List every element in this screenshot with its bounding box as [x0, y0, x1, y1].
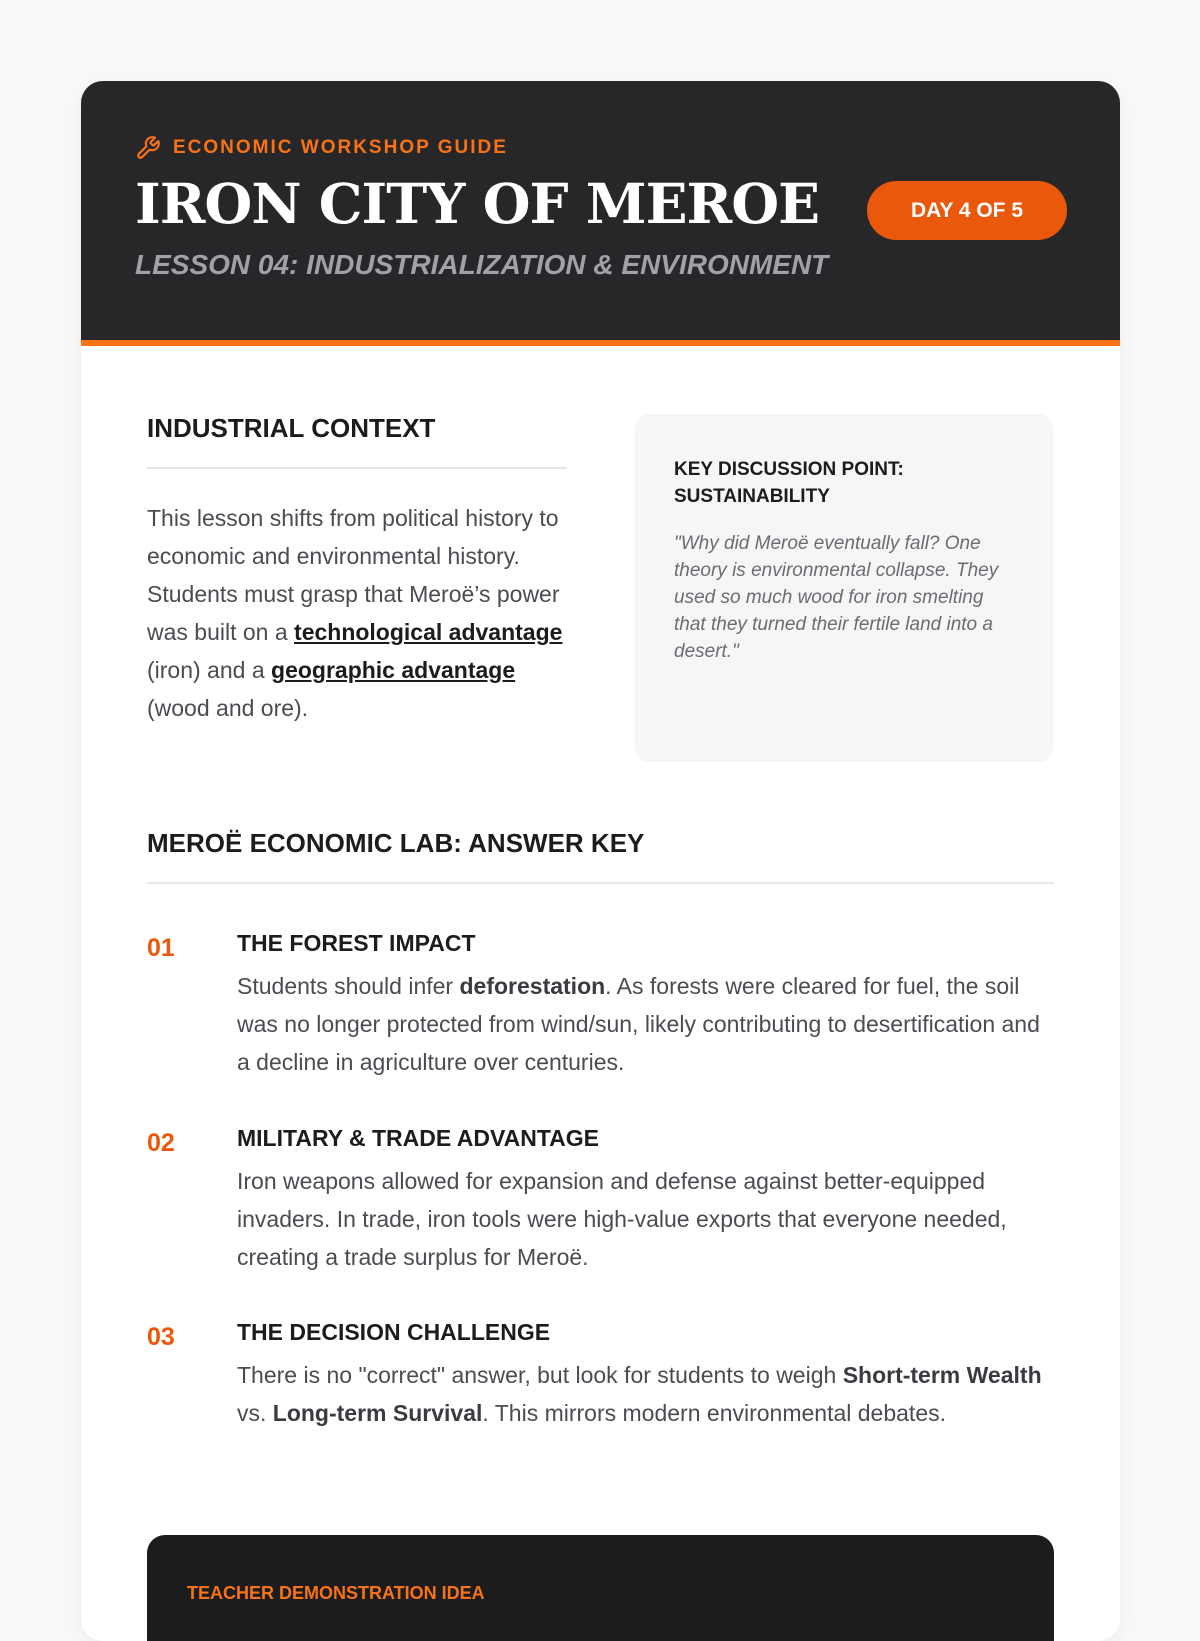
answer-key-heading: MEROË ECONOMIC LAB: ANSWER KEY — [147, 828, 645, 858]
answer-number: 03 — [147, 1323, 175, 1351]
guide-card — [81, 81, 1120, 1641]
header-banner — [81, 81, 1120, 346]
term-technological-advantage: technological advantage — [294, 619, 563, 645]
lesson-subtitle: LESSON 04: INDUSTRIALIZATION & ENVIRONMENT — [135, 249, 829, 280]
answer-title: THE FOREST IMPACT — [237, 930, 476, 956]
kicker-label: ECONOMIC WORKSHOP GUIDE — [173, 137, 508, 158]
context-paragraph: This lesson shifts from political history to economic and environmental history. Students must grasp that Meroë’s power was built on a technological advantage (iron) and a geographic advantage (wood and ore). — [147, 505, 563, 721]
answer-title: THE DECISION CHALLENGE — [237, 1319, 551, 1345]
answer-text: There is no "correct" answer, but look for students to weigh Short-term Wealth vs. Long-term Survival. This mirrors modern environmental debates. — [237, 1362, 1042, 1426]
teacher-demo-panel — [147, 1535, 1054, 1641]
context-heading: INDUSTRIAL CONTEXT — [147, 413, 436, 443]
discussion-quote: "Why did Meroë eventually fall? One theory is environmental collapse. They used so much wood for iron smelting that they turned their fertile land into a desert." — [674, 533, 999, 662]
demo-label: TEACHER DEMONSTRATION IDEA — [187, 1583, 485, 1603]
answer-key-divider — [147, 882, 1054, 884]
answer-title: MILITARY & TRADE ADVANTAGE — [237, 1125, 600, 1151]
wrench-icon — [135, 135, 161, 161]
term-geographic-advantage: geographic advantage — [271, 657, 516, 683]
page-title: IRON CITY OF MEROE — [135, 171, 820, 236]
answer-number: 01 — [147, 934, 175, 962]
answer-text: Iron weapons allowed for expansion and defense against better-equipped invaders. In trade, iron tools were high-value exports that everyone needed, creating a trade surplus for Meroë. — [237, 1168, 1007, 1270]
answer-text: Students should infer deforestation. As forests were cleared for fuel, the soil was no longer protected from wind/sun, likely contributing to desertification and a decline in agriculture over centuries. — [237, 973, 1040, 1075]
discussion-title: KEY DISCUSSION POINT: SUSTAINABILITY — [674, 459, 904, 507]
kicker — [135, 135, 508, 161]
context-divider — [147, 467, 567, 469]
discussion-callout — [634, 414, 1054, 762]
answer-number: 02 — [147, 1129, 175, 1157]
day-badge: DAY 4 OF 5 — [867, 181, 1067, 240]
